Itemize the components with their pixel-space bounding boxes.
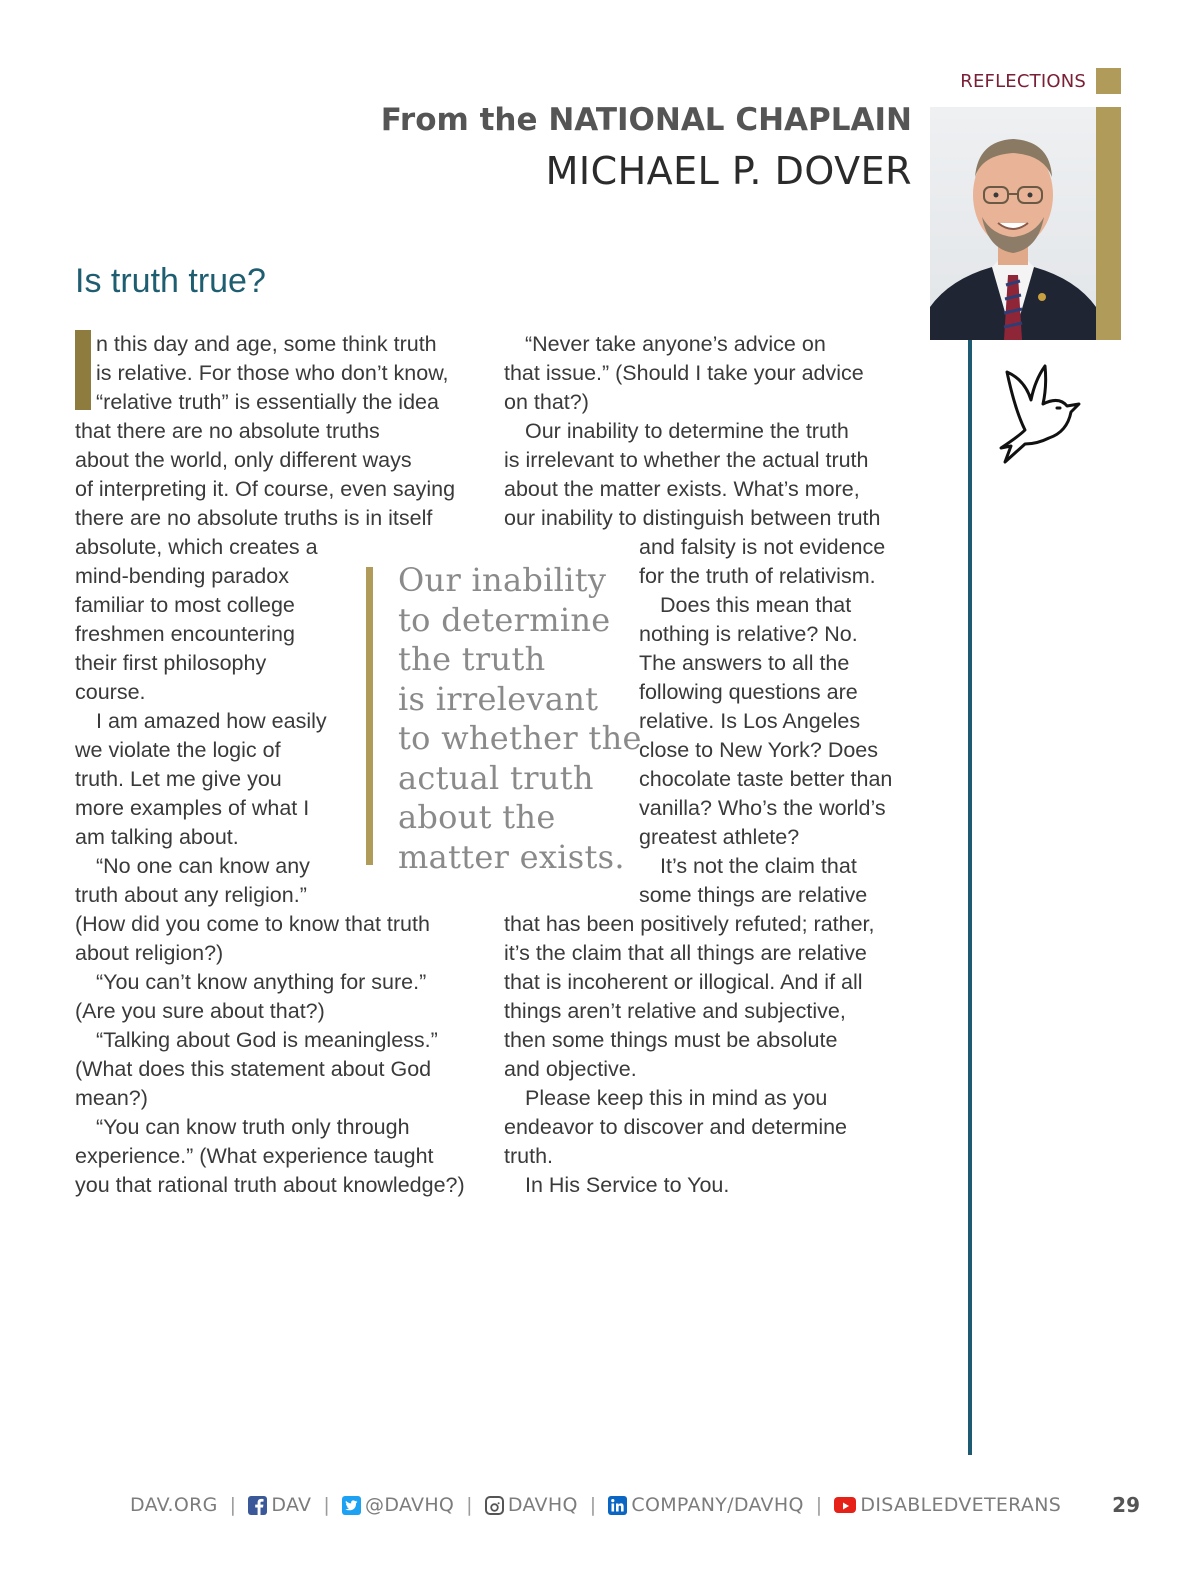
footer-facebook-handle[interactable]: DAV [271, 1494, 312, 1516]
text-line: and objective. [504, 1057, 637, 1081]
dove-icon [997, 360, 1082, 470]
text-line: (Are you sure about that?) [75, 999, 325, 1023]
text-line: following questions are [639, 680, 858, 704]
text-line: truth. Let me give you [75, 767, 282, 791]
footer-twitter-handle[interactable]: @DAVHQ [365, 1494, 455, 1516]
linkedin-icon[interactable] [608, 1496, 627, 1515]
pull-quote-line: about the [398, 798, 556, 836]
footer [130, 1488, 1062, 1522]
footer-instagram-handle[interactable]: DAVHQ [507, 1494, 578, 1516]
header-label: From the NATIONAL CHAPLAIN [380, 102, 912, 138]
text-line: on that?) [504, 390, 589, 414]
pull-quote-line: is irrelevant [398, 679, 599, 718]
text-line: vanilla? Who’s the world’s [639, 796, 886, 820]
text-line: course. [75, 680, 146, 704]
drop-cap-bar [75, 330, 91, 410]
text-line: nothing is relative? No. [639, 622, 858, 646]
text-line: chocolate taste better than [639, 767, 893, 791]
text-line: “You can know truth only through [96, 1115, 410, 1139]
lead-line: “relative truth” is essentially the idea [96, 390, 439, 414]
text-line: there are no absolute truths is in itself [75, 506, 433, 530]
column-1-part-a [75, 417, 495, 533]
pull-quote-line: to whether the [398, 719, 642, 757]
text-line: Please keep this in mind as you [525, 1086, 828, 1110]
column-1-part-b [75, 533, 365, 910]
text-line: that has been positively refuted; rather, [504, 912, 875, 936]
text-line: I am amazed how easily [96, 709, 327, 733]
text-line: it’s the claim that all things are relative [504, 941, 867, 965]
text-line: close to New York? Does [639, 738, 879, 762]
column-2-part-c [504, 910, 924, 1200]
text-line: endeavor to discover and determine [504, 1115, 848, 1139]
text-line: “Talking about God is meaningless.” [96, 1028, 438, 1052]
text-line: mean?) [75, 1086, 148, 1110]
text-line: their first philosophy [75, 651, 267, 675]
text-line: experience.” (What experience taught [75, 1144, 434, 1168]
column-2-part-b [639, 533, 939, 910]
section-tag-bar [1096, 68, 1121, 94]
footer-separator: | [323, 1494, 331, 1516]
pull-quote-line: actual truth [398, 758, 594, 797]
text-line: about religion?) [75, 941, 224, 965]
instagram-icon[interactable] [485, 1496, 504, 1515]
pull-quote [398, 561, 642, 877]
pull-quote-line: matter exists. [398, 837, 625, 876]
text-line: relative. Is Los Angeles [639, 709, 861, 733]
column-2-part-a [504, 330, 924, 533]
footer-separator: | [815, 1494, 823, 1516]
page-number: 29 [1112, 1493, 1140, 1517]
vertical-rule [968, 340, 972, 1455]
text-line: mind-bending paradox [75, 564, 289, 588]
pull-quote-bar [366, 567, 373, 865]
twitter-icon[interactable] [342, 1496, 361, 1515]
footer-separator: | [589, 1494, 597, 1516]
text-line: about the world, only different ways [75, 448, 412, 472]
text-line: It’s not the claim that [660, 854, 857, 878]
portrait-accent-bar [1096, 107, 1121, 340]
text-line: you that rational truth about knowledge?) [75, 1173, 465, 1197]
pull-quote-line: Our inability [398, 561, 607, 599]
footer-separator: | [229, 1494, 237, 1516]
text-line: truth. [504, 1144, 553, 1168]
text-line: some things are relative [639, 883, 868, 907]
text-line: familiar to most college [75, 593, 295, 617]
text-line: “You can’t know anything for sure.” [96, 970, 427, 994]
text-line: that issue.” (Should I take your advice [504, 361, 864, 385]
text-line: absolute, which creates a [75, 535, 318, 559]
text-line: is irrelevant to whether the actual truth [504, 448, 869, 472]
pull-quote-line: the truth [398, 640, 546, 678]
youtube-icon[interactable] [834, 1497, 856, 1513]
text-line: our inability to distinguish between truth [504, 506, 881, 530]
lead-line: is relative. For those who don’t know, [96, 361, 449, 385]
text-line: freshmen encountering [75, 622, 295, 646]
text-line: things aren’t relative and subjective, [504, 999, 846, 1023]
text-line: about the matter exists. What’s more, [504, 477, 860, 501]
facebook-icon[interactable] [248, 1496, 267, 1515]
text-line: Does this mean that [660, 593, 852, 617]
author-portrait [930, 107, 1096, 340]
pull-quote-line: to determine [398, 600, 611, 639]
text-line: greatest athlete? [639, 825, 800, 849]
lead-line: n this day and age, some think truth [96, 332, 437, 356]
article-title: Is truth true? [75, 262, 266, 300]
footer-separator: | [466, 1494, 473, 1516]
column-1-part-c [75, 910, 495, 1200]
text-line: for the truth of relativism. [639, 564, 876, 588]
text-line: Our inability to determine the truth [525, 419, 849, 443]
text-line: that there are no absolute truths [75, 419, 380, 443]
text-line: The answers to all the [639, 651, 850, 675]
text-line: more examples of what I [75, 796, 310, 820]
text-line: “Never take anyone’s advice on [525, 332, 826, 356]
footer-linkedin-handle[interactable]: COMPANY/DAVHQ [631, 1494, 804, 1516]
author-name: MICHAEL P. DOVER [545, 149, 912, 193]
text-line: (What does this statement about God [75, 1057, 432, 1081]
text-line: we violate the logic of [75, 738, 281, 762]
text-line: truth about any religion.” [75, 883, 307, 907]
text-line: and falsity is not evidence [639, 535, 886, 559]
section-tag: REFLECTIONS [960, 71, 1086, 92]
text-line: In His Service to You. [525, 1173, 730, 1197]
text-line: then some things must be absolute [504, 1028, 838, 1052]
footer-site-link[interactable]: DAV.ORG [130, 1494, 218, 1516]
text-line: of interpreting it. Of course, even saying [75, 477, 456, 501]
text-line: “No one can know any [96, 854, 310, 878]
text-line: that is incoherent or illogical. And if all [504, 970, 863, 994]
text-line: am talking about. [75, 825, 239, 849]
text-line: (How did you come to know that truth [75, 912, 430, 936]
footer-youtube-handle[interactable]: DISABLEDVETERANS [860, 1494, 1062, 1516]
